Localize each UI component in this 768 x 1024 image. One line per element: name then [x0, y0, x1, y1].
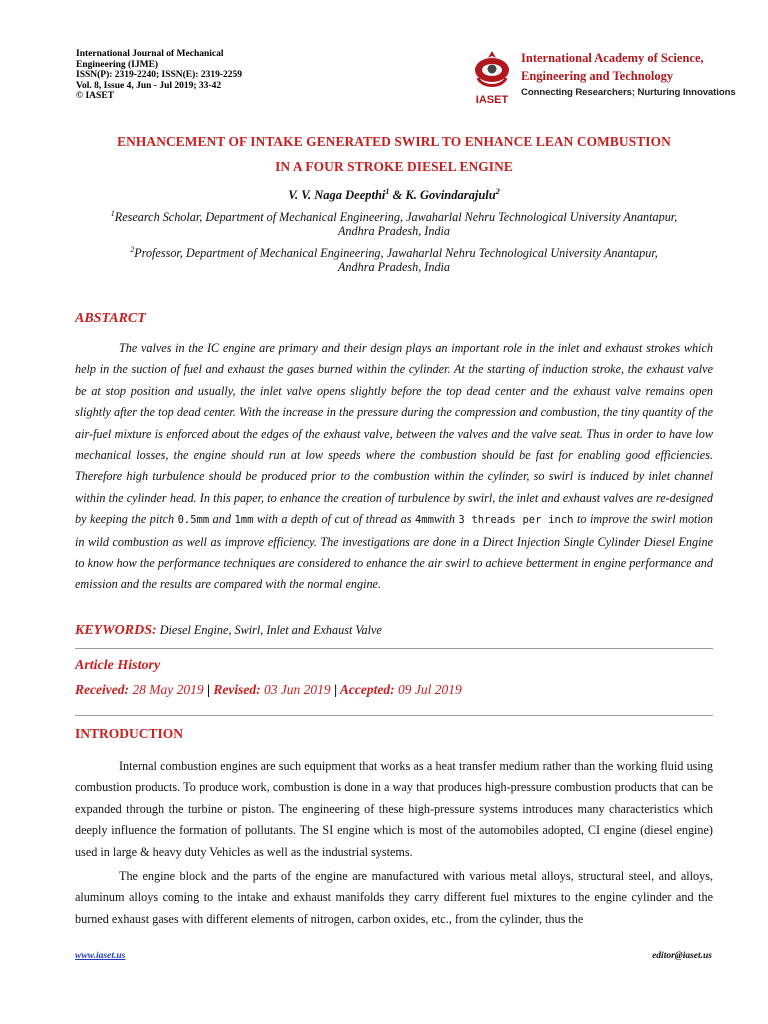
footer-website-link[interactable]: www.iaset.us	[75, 951, 126, 961]
aff1-sup: 1	[110, 208, 115, 218]
abstract-text-b: and	[209, 512, 235, 527]
article-history	[75, 682, 462, 698]
intro-p2-text: The engine block and the parts of the engine are manufactured with various metal alloys, structural steel, and alloys, aluminum alloys coming to the intake and exhaust manifolds they carry different fuel mixtures to the engine cylinder and the burned exhaust gases with different elements of nitrogen, carbon oxides, etc., from the cylinder, thus the	[75, 869, 713, 926]
introduction-heading: INTRODUCTION	[75, 726, 184, 741]
author-join: &	[389, 188, 406, 202]
author-1-sup: 1	[385, 186, 390, 196]
authors	[60, 188, 728, 203]
abstract-text-c: with a depth of cut of thread as	[253, 512, 415, 527]
footer-email: editor@iaset.us	[652, 951, 712, 961]
divider-bottom	[75, 715, 713, 716]
journal-info	[76, 49, 242, 102]
abstract-math-2: 1mm	[234, 514, 254, 527]
abstract-math-3: 4mm	[414, 514, 434, 527]
abstract-text-e: to improve the swirl motion in wild combustion as well as improve efficiency. The investigations are done in a Direct Injection Single Cylinder Diesel Engine to know how the performance techniques are considered to enhance the air swirl to achieve betterment in engine performance and emission and the results are compared with the normal engine.	[75, 512, 713, 592]
keywords-text: Diesel Engine, Swirl, Inlet and Exhaust Valve	[156, 623, 382, 637]
received-label: Received:	[75, 682, 129, 697]
article-history-heading: Article History	[75, 658, 161, 673]
abstract-body	[75, 338, 713, 596]
logo-title-line1: International Academy of Science,	[521, 51, 704, 65]
divider-top	[75, 648, 713, 649]
iaset-emblem-icon	[470, 48, 514, 106]
aff1-line1: Research Scholar, Department of Mechanical Engineering, Jawaharlal Nehru Technological University Anantapur,	[114, 210, 678, 224]
journal-issn: ISSN(P): 2319-2240; ISSN(E): 2319-2259	[76, 70, 242, 81]
accepted-label: Accepted:	[337, 682, 395, 697]
author-1: V. V. Naga Deepthi	[288, 188, 386, 202]
keywords-label: KEYWORDS:	[75, 623, 157, 638]
aff2-line1: Professor, Department of Mechanical Engineering, Jawaharlal Nehru Technological University Anantapur,	[134, 246, 658, 260]
abstract-math-1: 0.5mm	[177, 514, 210, 527]
revised-label: Revised:	[209, 682, 261, 697]
accepted-date: 09 Jul 2019	[394, 682, 462, 697]
aff2-sup: 2	[130, 244, 135, 254]
author-2-sup: 2	[495, 186, 500, 196]
journal-copyright: © IASET	[76, 91, 114, 102]
author-2: K. Govindarajulu	[405, 188, 496, 202]
affiliation-1	[80, 210, 708, 238]
paper-title-line2: IN A FOUR STROKE DIESEL ENGINE	[275, 159, 513, 174]
abstract-heading: ABSTARCT	[75, 311, 146, 326]
introduction-paragraph-1	[75, 756, 713, 863]
abstract-text-d: with	[433, 512, 459, 527]
keywords	[75, 621, 382, 639]
logo-mark-text: IASET	[475, 94, 509, 106]
history-separator-2: |	[334, 682, 338, 697]
journal-name-line2: Engineering (IJME)	[76, 59, 159, 70]
aff1-line2: Andhra Pradesh, India	[337, 224, 451, 238]
abstract-text-a: The valves in the IC engine are primary and their design plays an important role in the inlet and exhaust strokes which help in the suction of fuel and exhaust the gases burned within the cylinder. At the starting of induction stroke, the exhaust valve be at stop position and usually, the inlet valve opens slightly before the top dead center and the exhaust valve remains open slightly after the top dead center. With the increase in the pressure during the compression and combustion, the tiny quantity of the air-fuel mixture is enforced about the edges of the exhaust valve, between the valves and the valve seat. Thus in order to have low mechanical losses, the engine should run at low speeds where the combustion should be fast for enabling good efficiencies. Therefore high turbulence should be produced prior to the combustion within the cylinder, so swirl is induced by inlet channel within the cylinder head. In this paper, to enhance the creation of turbulence by swirl, the inlet and exhaust valves are re-designed by keeping the pitch	[75, 341, 713, 527]
intro-p1-text: Internal combustion engines are such equipment that works as a heat transfer medium rather than the working fluid using combustion products. To produce work, combustion is done in a way that produces high-pressure combustion products that can be expanded through the turbine or piston. The engineering of these high-pressure systems introduces many characteristics which deeply influence the formation of pollutants. The SI engine which is most of the automobiles adopted, CI engine (diesel engine) used in large & heavy duty Vehicles as well as the industrial systems.	[75, 759, 713, 859]
paper-title-line1: ENHANCEMENT OF INTAKE GENERATED SWIRL TO ENHANCE LEAN COMBUSTION	[117, 134, 671, 149]
logo-title-line2: Engineering and Technology	[521, 69, 674, 83]
logo-tagline: Connecting Researchers; Nurturing Innovations	[521, 87, 736, 98]
journal-volume: Vol. 8, Issue 4, Jun - Jul 2019; 33-42	[76, 80, 222, 91]
journal-name-line1: International Journal of Mechanical	[76, 49, 224, 59]
aff2-line2: Andhra Pradesh, India	[337, 260, 451, 274]
abstract-math-4: 3 threads per inch	[458, 514, 574, 527]
iaset-logo	[470, 48, 736, 108]
revised-date: 03 Jun 2019	[260, 682, 335, 697]
received-date: 28 May 2019	[128, 682, 207, 697]
introduction-paragraph-2	[75, 866, 713, 930]
history-separator-1: |	[206, 682, 210, 697]
affiliation-2	[80, 246, 708, 274]
